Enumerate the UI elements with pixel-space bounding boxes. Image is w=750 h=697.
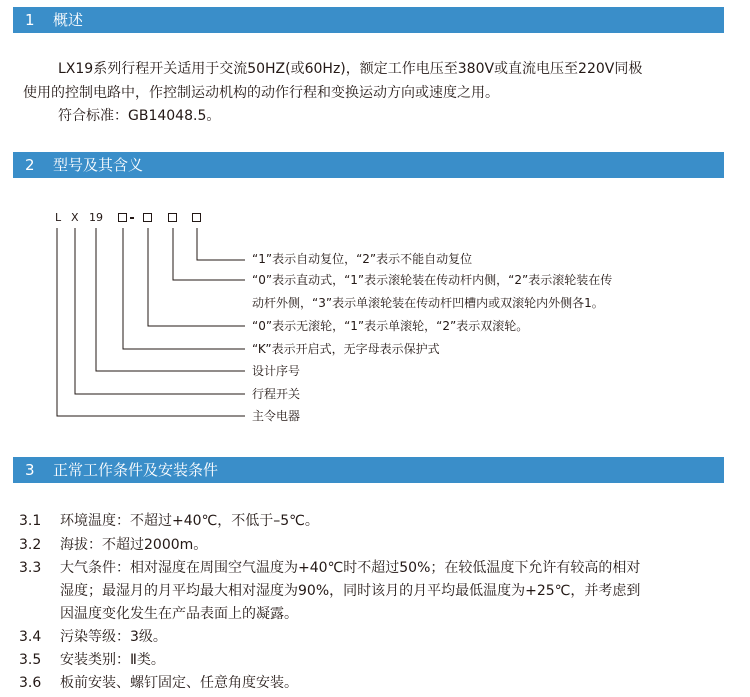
condition-text: 因温度变化发生在产品表面上的凝露。 <box>60 606 298 622</box>
model-desc-design-no: 设计序号 <box>252 364 301 378</box>
overview-line-2: 使用的控制电路中，作控制运动机构的动作行程和变换运动方向或速度之用。 <box>23 85 499 101</box>
model-code-x: X <box>71 211 79 224</box>
section-title: 型号及其含义 <box>53 156 144 174</box>
section-number: 3 <box>25 461 35 479</box>
condition-text: 环境温度：不超过+40℃，不低于–5℃。 <box>60 513 319 529</box>
condition-number: 3.6 <box>19 675 42 691</box>
overview-line-3: 符合标准：GB14048.5。 <box>58 108 221 124</box>
condition-number: 3.1 <box>19 513 42 529</box>
condition-text: 安装类别：Ⅱ类。 <box>60 652 165 668</box>
model-code-l: L <box>55 211 62 224</box>
model-desc-roller: “0”表示无滚轮，“1”表示单滚轮，“2”表示双滚轮。 <box>252 319 529 333</box>
section-title: 正常工作条件及安装条件 <box>53 461 219 479</box>
condition-number: 3.3 <box>19 560 42 576</box>
model-desc-drive-line2: 动杆外侧，“3”表示单滚轮装在传动杆凹槽内或双滚轮内外侧各1。 <box>252 296 604 310</box>
model-desc-drive-line1: “0”表示直动式，“1”表示滚轮装在传动杆内侧，“2”表示滚轮装在传 <box>252 273 613 287</box>
condition-text: 海拔：不超过2000m。 <box>60 537 208 553</box>
section-number: 2 <box>25 156 35 174</box>
condition-text: 板前安装、螺钉固定、任意角度安装。 <box>60 675 298 691</box>
condition-text: 污染等级：3级。 <box>60 629 167 645</box>
model-desc-master-control: 主令电器 <box>252 409 301 423</box>
model-desc-travel-switch: 行程开关 <box>252 387 301 401</box>
condition-text: 湿度；最湿月的月平均最大相对湿度为90%，同时该月的月平均最低温度为+25℃，并考虑到 <box>60 583 641 599</box>
model-code-19: 19 <box>89 211 103 224</box>
section-title: 概述 <box>53 11 84 29</box>
section-number: 1 <box>25 11 35 29</box>
condition-number: 3.2 <box>19 537 42 553</box>
condition-number: 3.5 <box>19 652 42 668</box>
condition-text: 大气条件：相对湿度在周围空气温度为+40℃时不超过50%；在较低温度下允许有较高的相对 <box>60 560 641 576</box>
model-desc-reset: “1”表示自动复位，“2”表示不能自动复位 <box>252 252 473 266</box>
condition-number: 3.4 <box>19 629 42 645</box>
section-header-conditions <box>13 457 724 483</box>
overview-line-1: LX19系列行程开关适用于交流50HZ(或60Hz)，额定工作电压至380V或直流电压至220V同极 <box>58 61 643 77</box>
model-desc-type: “K”表示开启式，无字母表示保护式 <box>252 342 440 356</box>
